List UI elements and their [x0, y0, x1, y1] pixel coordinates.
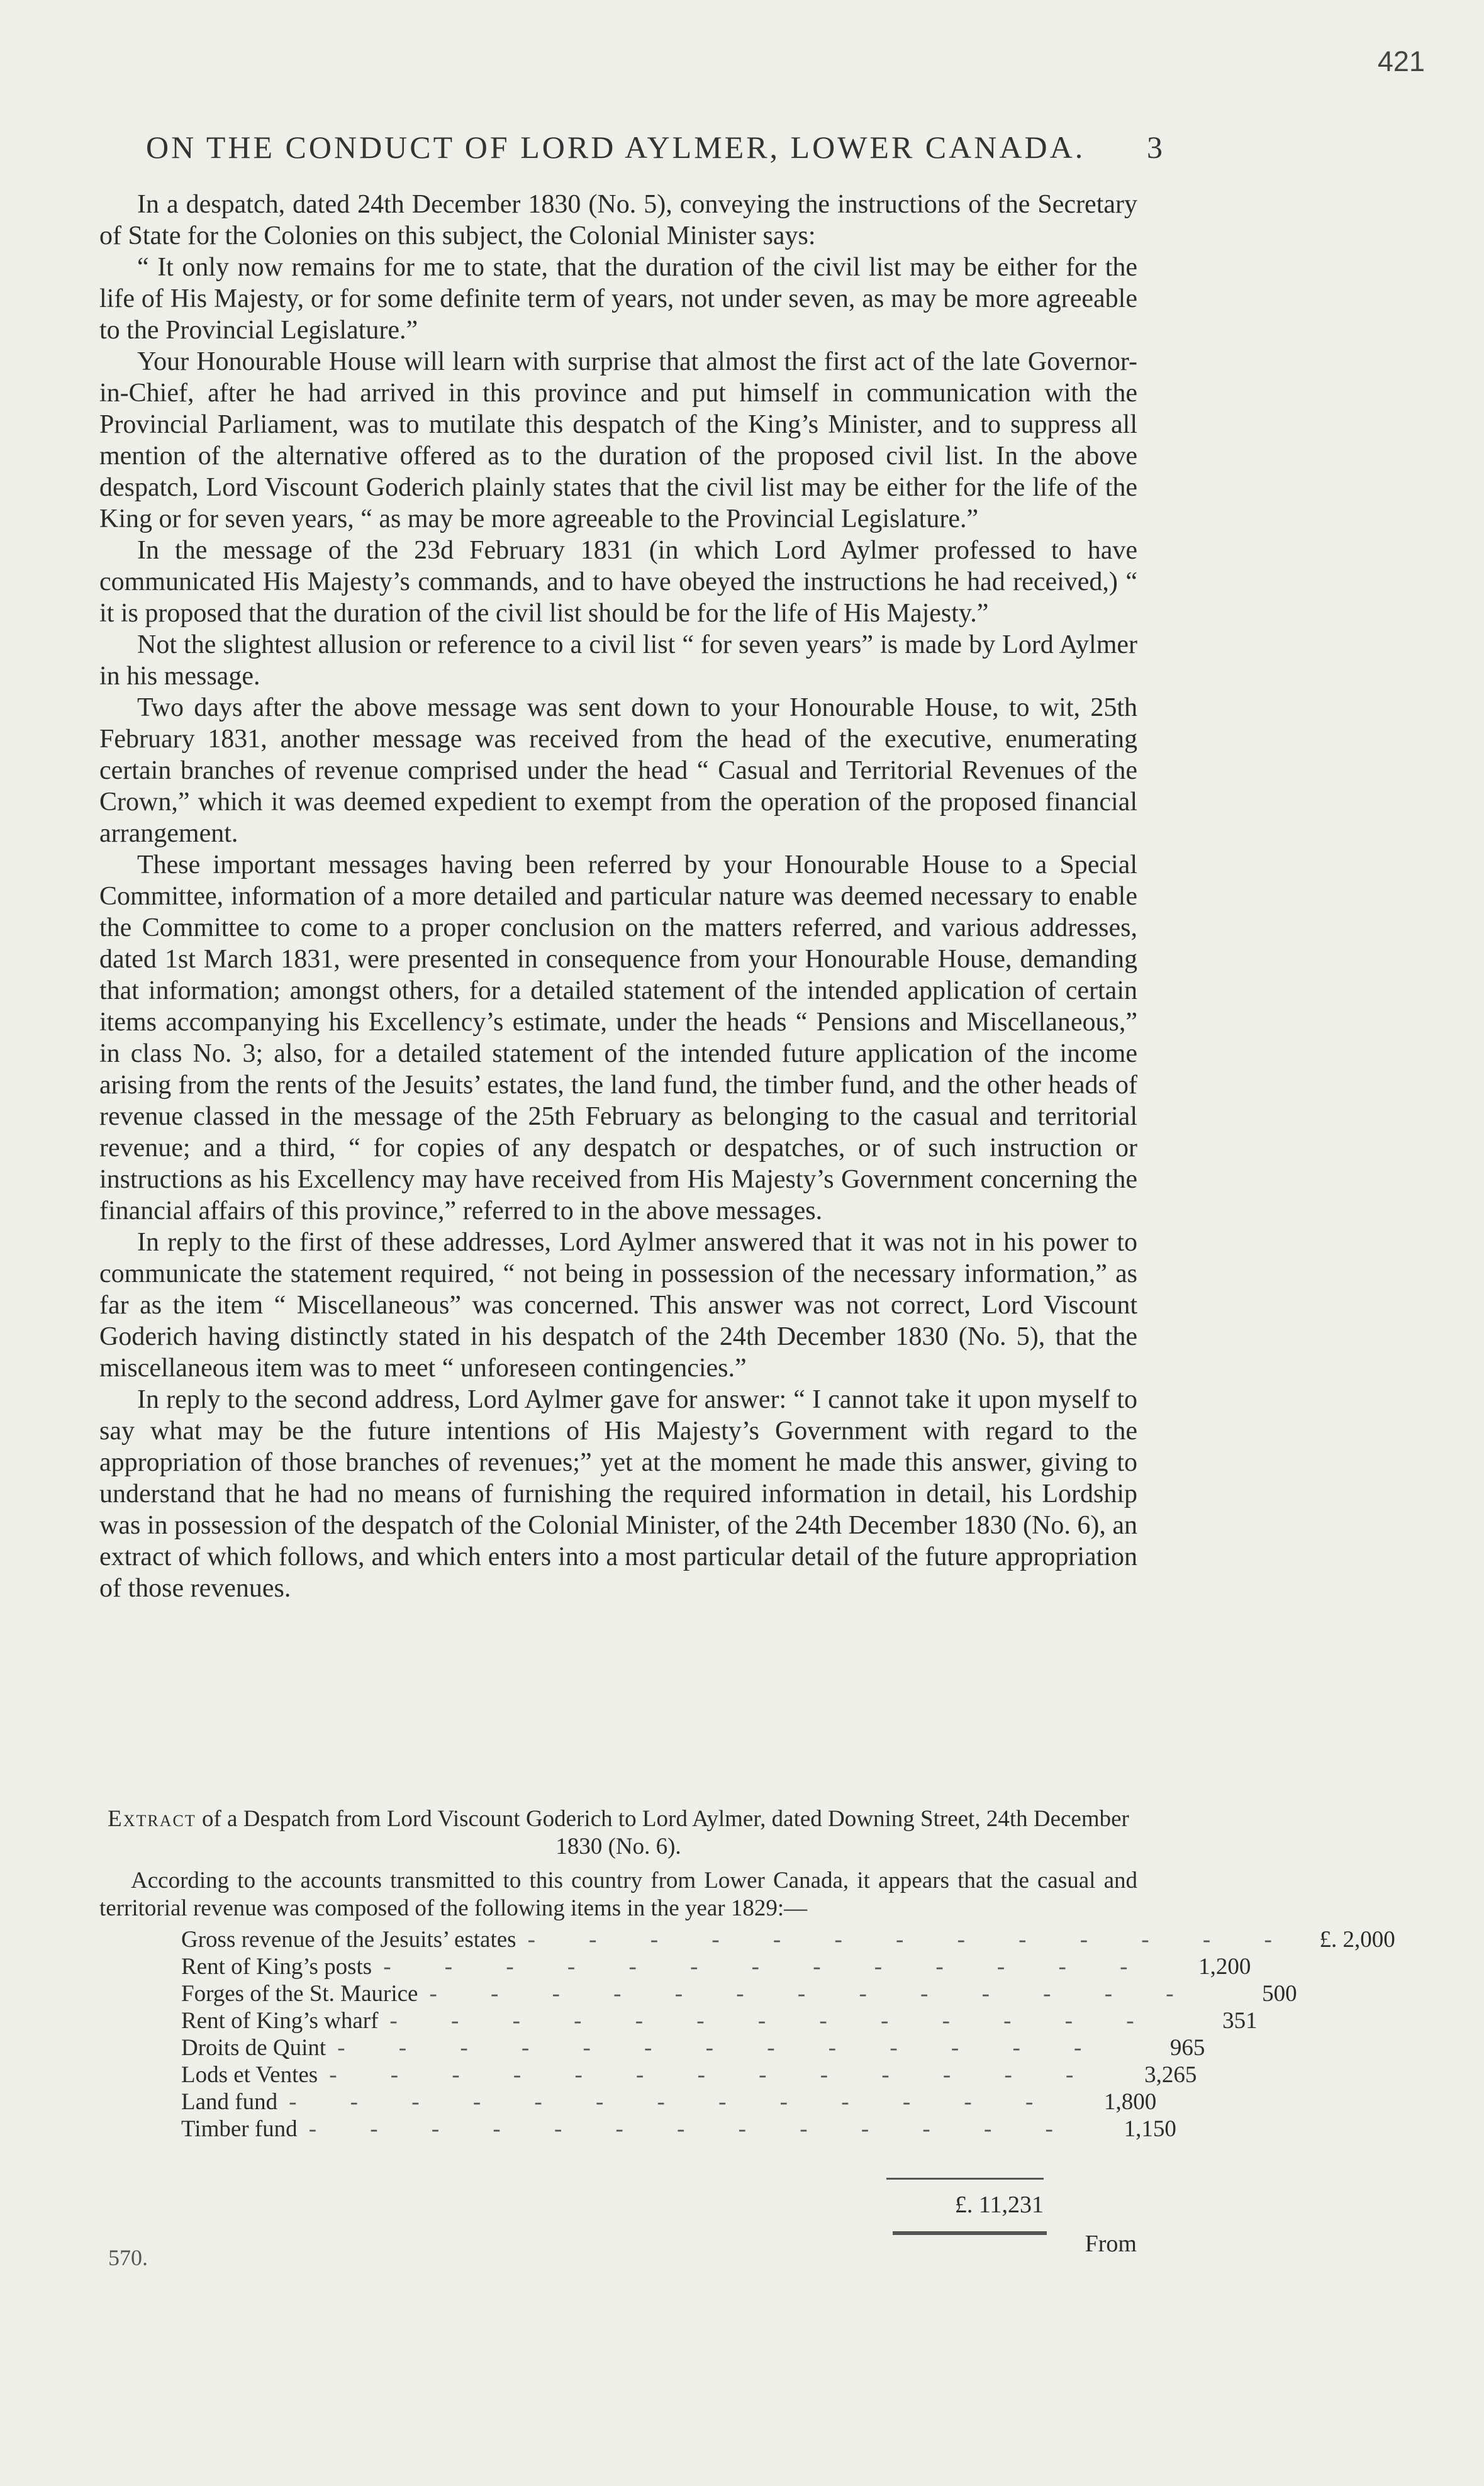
paragraph: Not the slightest allusion or reference to a civil list “ for seven years” is made by Lord Aylmer in his message. [99, 630, 1137, 691]
leader-dots: - - - - - - - - - - - - - [289, 2089, 1057, 2115]
item-name: Rent of King’s posts [181, 1954, 372, 1980]
extract-heading [99, 1805, 1137, 1861]
item-amount: 1,800 [1104, 2089, 1157, 2115]
leader-dots: - - - - - - - - - - - - - [429, 1981, 1198, 2007]
paragraph: Two days after the above message was sent down to your Honourable House, to wit, 25th February 1831, another message was received from the head of the executive, enumerating certain branches of revenue comprised under the head “ Casual and Territorial Revenues of the Crown,” which it was deemed expedient to exempt from the operation of the proposed financial arrangement. [99, 693, 1137, 848]
list-item [181, 1980, 1297, 2007]
item-name: Lods et Ventes [181, 2062, 318, 2088]
paragraph: In reply to the second address, Lord Aylmer gave for answer: “ I cannot take it upon myself to say what may be the future intentions of His Majesty’s Government with regard to the appropriation of those branches of revenues;” yet at the moment he made this answer, giving to understand that he had no means of furnishing the required information in detail, his Lordship was in possession of the despatch of the Colonial Minister, of the 24th December 1830 (No. 6), an extract of which follows, and which enters into a most particular detail of the future appropriation of those revenues. [99, 1385, 1137, 1603]
item-name: Rent of King’s wharf [181, 2008, 379, 2034]
leader-dots: - - - - - - - - - - - - - [527, 1927, 1296, 1953]
leader-dots: - - - - - - - - - - - - - [308, 2116, 1077, 2142]
revenue-items-list [99, 1926, 1395, 2143]
running-head-title: ON THE CONDUCT OF LORD AYLMER, LOWER CANADA. [146, 130, 1086, 165]
item-amount: 351 [1222, 2008, 1258, 2034]
despatch-extract [99, 1805, 1395, 2143]
list-item [181, 2034, 1205, 2061]
item-amount: 3,265 [1144, 2062, 1197, 2088]
catchword: From [1085, 2231, 1137, 2257]
item-name: Droits de Quint [181, 2035, 326, 2061]
item-amount: £. 2,000 [1319, 1927, 1395, 1953]
leader-dots: - - - - - - - - - - - - - [337, 2035, 1106, 2061]
extract-intro: According to the accounts transmitted to this country from Lower Canada, it appears that the casual and territorial revenue was composed of the following items in the year 1829:— [99, 1868, 1137, 1921]
leader-dots: - - - - - - - - - - - - - [329, 2062, 1098, 2088]
extract-heading-text: of a Despatch from Lord Viscount Goderich to Lord Aylmer, dated Downing Street, 24th December 1830 (No. 6). [201, 1806, 1129, 1859]
item-name: Gross revenue of the Jesuits’ estates [181, 1927, 516, 1953]
list-item [181, 2061, 1197, 2088]
paragraph: “ It only now remains for me to state, that the duration of the civil list may be either for the life of His Majesty, or for some definite term of years, not under seven, as may be more agreeable to the Provincial Legislature.” [99, 253, 1137, 345]
item-name: Forges of the St. Maurice [181, 1981, 418, 2007]
extract-label: Extract [108, 1806, 196, 1832]
body-text [99, 189, 1137, 1604]
list-item [181, 2007, 1258, 2034]
paragraph: These important messages having been referred by your Honourable House to a Special Committee, information of a more detailed and particular nature was deemed necessary to enable the Committee to come to a proper conclusion on the matters referred, and various addresses, dated 1st March 1831, were presented in consequence from your Honourable House, demanding that information; amongst others, for a detailed statement of the intended application of certain items accompanying his Excellency’s estimate, under the heads “ Pensions and Miscellaneous,” in class No. 3; also, for a detailed statement of the intended future application of the income arising from the rents of the Jesuits’ estates, the land fund, the timber fund, and the other heads of revenue classed in the message of the 25th February as belonging to the casual and territorial revenue; and a third, “ for copies of any despatch or despatches, or of such instruction or instructions as his Excellency may have received from His Majesty’s Government concerning the financial affairs of this province,” referred to in the above messages. [99, 850, 1137, 1225]
total-rule [893, 2231, 1047, 2235]
item-amount: 1,150 [1124, 2116, 1176, 2142]
item-name: Timber fund [181, 2116, 298, 2142]
running-head-number: 3 [1147, 130, 1165, 165]
list-item [181, 2115, 1176, 2143]
item-amount: 500 [1262, 1981, 1297, 2007]
signature-mark: 570. [108, 2245, 148, 2270]
item-name: Land fund [181, 2089, 278, 2115]
item-amount: 1,200 [1198, 1954, 1251, 1980]
paragraph: In reply to the first of these addresses, Lord Aylmer answered that it was not in his power to communicate the statement required, “ not being in possession of the necessary information,” as far as the item “ Miscellaneous” was concerned. This answer was not correct, Lord Viscount Goderich having distinctly stated in his despatch of the 24th December 1830 (No. 5), that the miscellaneous item was to meet “ unforeseen contingencies.” [99, 1228, 1137, 1383]
list-item [181, 1953, 1251, 1980]
revenue-total: £. 11,231 [886, 2178, 1044, 2219]
item-amount: 965 [1169, 2035, 1205, 2061]
list-item [181, 1926, 1395, 1953]
paragraph: In a despatch, dated 24th December 1830 (No. 5), conveying the instructions of the Secretary of State for the Colonies on this subject, the Colonial Minister says: [99, 190, 1137, 250]
running-head [146, 129, 1165, 165]
paragraph: Your Honourable House will learn with surprise that almost the first act of the late Governor-in-Chief, after he had arrived in this province and put himself in communication with the Provincial Parliament, was to mutilate this despatch of the King’s Minister, and to suppress all mention of the alternative offered as to the duration of the proposed civil list. In the above despatch, Lord Viscount Goderich plainly states that the civil list may be either for the life of the King or for seven years, “ as may be more agreeable to the Provincial Legislature.” [99, 347, 1137, 533]
leader-dots: - - - - - - - - - - - - - [383, 1954, 1152, 1980]
leader-dots: - - - - - - - - - - - - - [389, 2008, 1158, 2034]
page-number: 421 [1377, 45, 1425, 77]
list-item [181, 2088, 1157, 2115]
paragraph: In the message of the 23d February 1831 (in which Lord Aylmer professed to have communicated His Majesty’s commands, and to have obeyed the instructions he had received,) “ it is proposed that the duration of the civil list should be for the life of His Majesty.” [99, 536, 1137, 628]
